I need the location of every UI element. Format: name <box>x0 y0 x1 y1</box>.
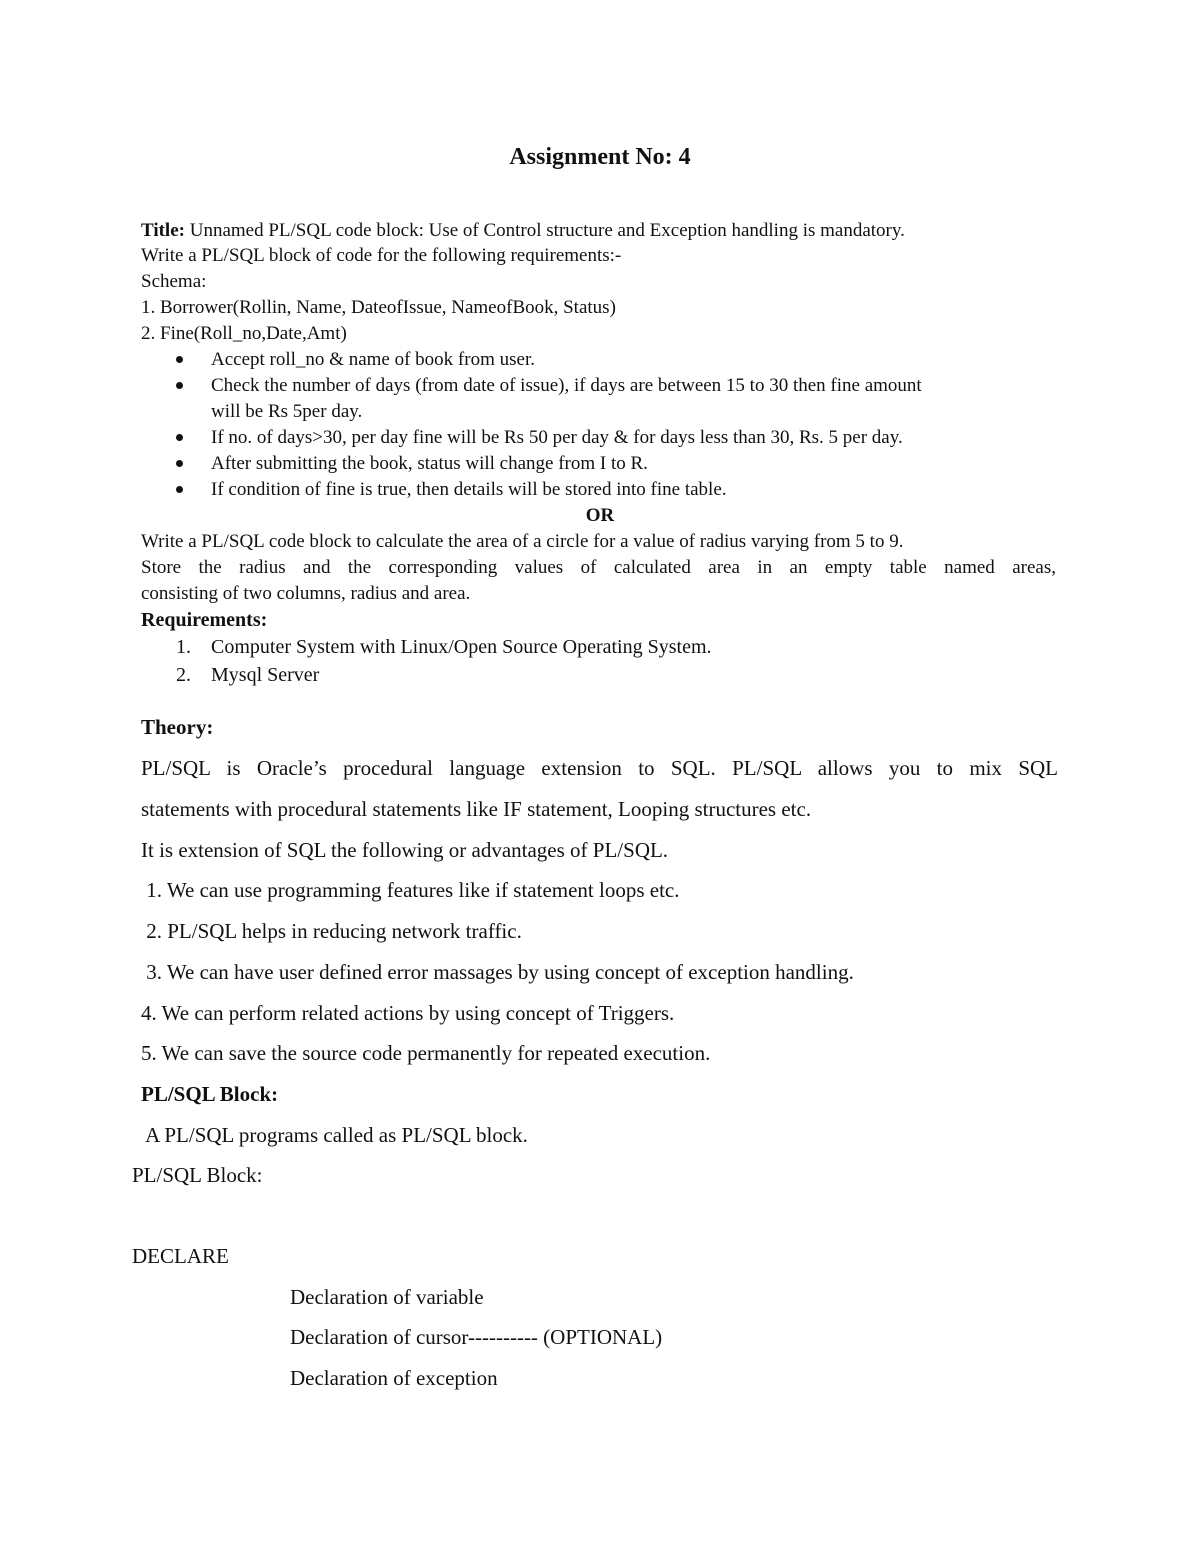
declaration-item: Declaration of cursor---------- (OPTIONAL) <box>290 1325 663 1349</box>
bullet-icon <box>176 460 183 467</box>
list-item: Check the number of days (from date of issue), if days are between 15 to 30 then fine amount <box>211 375 922 396</box>
or-divider: OR <box>585 505 615 526</box>
intro-text: Write a PL/SQL block of code for the following requirements:- <box>141 245 622 266</box>
list-item: If condition of fine is true, then details will be stored into fine table. <box>211 479 727 500</box>
requirement-text: Computer System with Linux/Open Source Operating System. <box>211 636 712 658</box>
list-item: After submitting the book, status will change from I to R. <box>211 453 648 474</box>
bullet-icon <box>176 382 183 389</box>
list-item-continuation: will be Rs 5per day. <box>211 401 363 422</box>
title-label: Title: <box>141 220 185 241</box>
bullet-icon <box>176 434 183 441</box>
list-item: Accept roll_no & name of book from user. <box>211 349 535 370</box>
theory-line: It is extension of SQL the following or advantages of PL/SQL. <box>141 838 669 862</box>
alt-task-line: Store the radius and the corresponding values of calculated area in an empty table named areas, <box>141 557 1056 578</box>
list-item: If no. of days>30, per day fine will be Rs 50 per day & for days less than 30, Rs. 5 per day. <box>211 427 903 448</box>
alt-task-line: Write a PL/SQL code block to calculate the area of a circle for a value of radius varying from 5 to 9. <box>141 531 904 552</box>
declare-keyword: DECLARE <box>132 1244 229 1268</box>
theory-line: statements with procedural statements like IF statement, Looping structures etc. <box>141 797 812 821</box>
block-heading: PL/SQL Block: <box>141 1082 279 1106</box>
schema-label: Schema: <box>141 271 207 292</box>
title-line <box>141 218 905 244</box>
alt-task-line: consisting of two columns, radius and area. <box>141 583 471 604</box>
requirement-text: Mysql Server <box>211 664 320 686</box>
advantage-item: 2. PL/SQL helps in reducing network traffic. <box>141 919 522 943</box>
requirements-heading: Requirements: <box>141 609 268 631</box>
schema-item: 1. Borrower(Rollin, Name, DateofIssue, NameofBook, Status) <box>141 297 616 318</box>
advantage-item: 5. We can save the source code permanently for repeated execution. <box>141 1041 711 1065</box>
advantage-item: 1. We can use programming features like if statement loops etc. <box>141 878 680 902</box>
block-label: PL/SQL Block: <box>132 1163 263 1187</box>
bullet-icon <box>176 486 183 493</box>
requirement-number: 2. <box>176 664 191 686</box>
theory-line: PL/SQL is Oracle’s procedural language extension to SQL. PL/SQL allows you to mix SQL <box>141 756 1058 780</box>
block-description: A PL/SQL programs called as PL/SQL block. <box>141 1123 528 1147</box>
advantage-item: 3. We can have user defined error massages by using concept of exception handling. <box>141 960 854 984</box>
bullet-icon <box>176 356 183 363</box>
declaration-item: Declaration of exception <box>290 1366 498 1390</box>
declaration-item: Declaration of variable <box>290 1285 484 1309</box>
requirement-number: 1. <box>176 636 191 658</box>
schema-item: 2. Fine(Roll_no,Date,Amt) <box>141 323 347 344</box>
theory-heading: Theory: <box>141 715 214 739</box>
page-title: Assignment No: 4 <box>509 144 691 170</box>
advantage-item: 4. We can perform related actions by using concept of Triggers. <box>141 1001 675 1025</box>
title-text: Unnamed PL/SQL code block: Use of Control structure and Exception handling is mandatory. <box>184 220 905 241</box>
